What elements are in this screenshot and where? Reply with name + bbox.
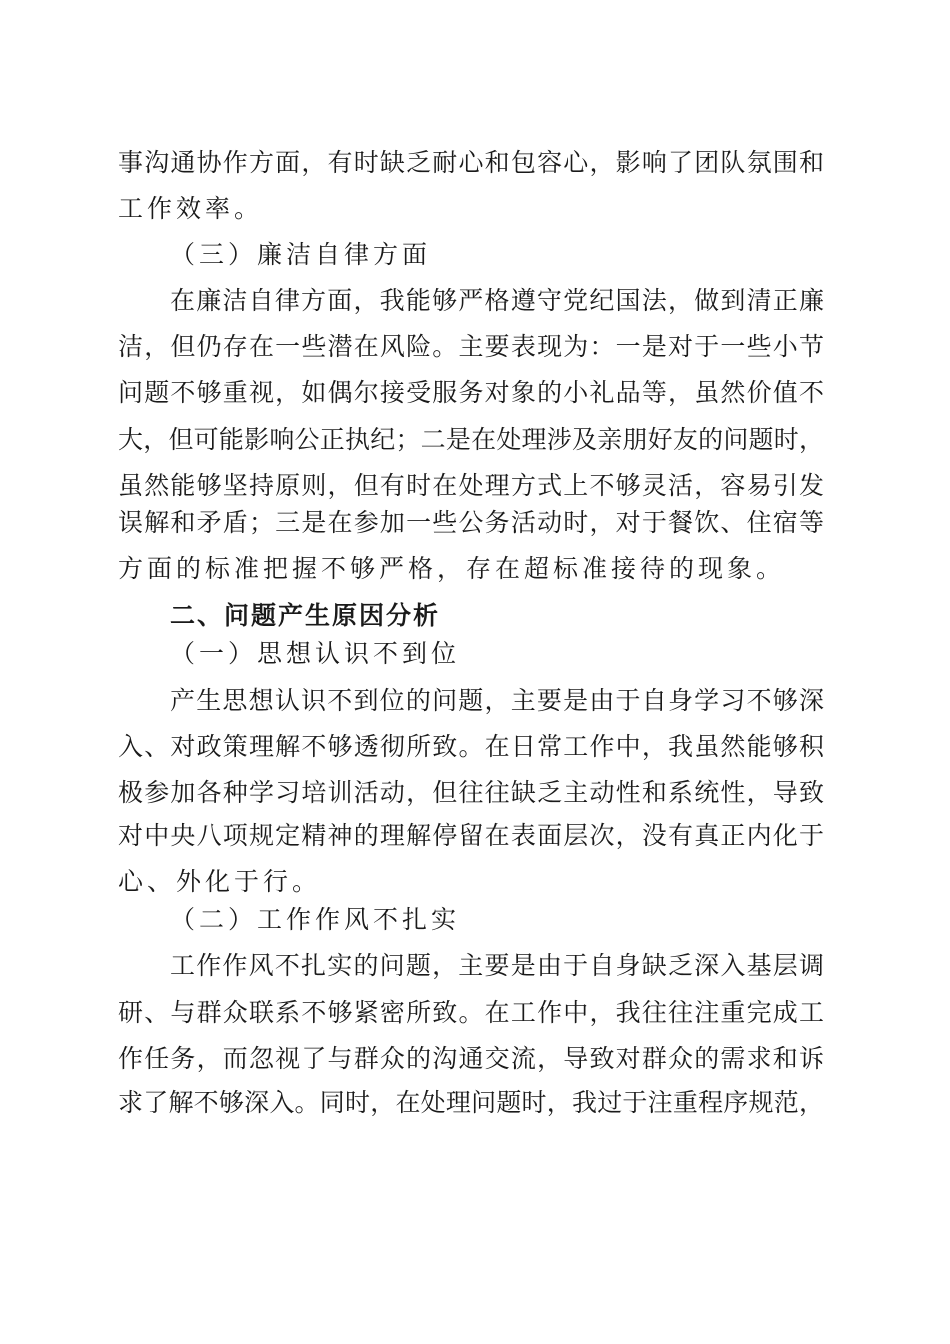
text-line: 极参加各种学习培训活动，但往往缺乏主动性和系统性，导致 (118, 778, 824, 807)
text-line: 对中央八项规定精神的理解停留在表面层次，没有真正内化于 (118, 821, 824, 850)
text-line: 入、对政策理解不够透彻所致。在日常工作中，我虽然能够积 (118, 732, 824, 761)
text-line: 求了解不够深入。同时，在处理问题时，我过于注重程序规范， (118, 1088, 824, 1117)
section-heading: 二、问题产生原因分析 (170, 601, 441, 630)
text-line: 研、与群众联系不够紧密所致。在工作中，我往往注重完成工 (118, 998, 824, 1027)
text-line: 虽然能够坚持原则，但有时在处理方式上不够灵活，容易引发 (118, 471, 824, 500)
subsection-heading: （二）工作作风不扎实 (170, 905, 461, 934)
text-line: 误解和矛盾；三是在参加一些公务活动时，对于餐饮、住宿等 (118, 508, 824, 537)
text-line: 工作效率。 (118, 194, 264, 223)
text-line: 问题不够重视，如偶尔接受服务对象的小礼品等，虽然价值不 (118, 378, 824, 407)
text-line: 事沟通协作方面，有时缺乏耐心和包容心，影响了团队氛围和 (118, 148, 824, 177)
text-line: 工作作风不扎实的问题，主要是由于自身缺乏深入基层调 (170, 951, 824, 980)
subsection-heading: （一）思想认识不到位 (170, 639, 461, 668)
text-line: 作任务，而忽视了与群众的沟通交流，导致对群众的需求和诉 (118, 1044, 824, 1073)
text-line: 大，但可能影响公正执纪；二是在处理涉及亲朋好友的问题时， (118, 425, 824, 454)
text-line: 洁，但仍存在一些潜在风险。主要表现为：一是对于一些小节 (118, 332, 824, 361)
text-line: 心、外化于行。 (118, 867, 322, 896)
subsection-heading: （三）廉洁自律方面 (170, 240, 432, 269)
text-line: 在廉洁自律方面，我能够严格遵守党纪国法，做到清正廉 (170, 286, 824, 315)
text-line: 方面的标准把握不够严格，存在超标准接待的现象。 (118, 554, 786, 583)
text-line: 产生思想认识不到位的问题，主要是由于自身学习不够深 (170, 686, 824, 715)
